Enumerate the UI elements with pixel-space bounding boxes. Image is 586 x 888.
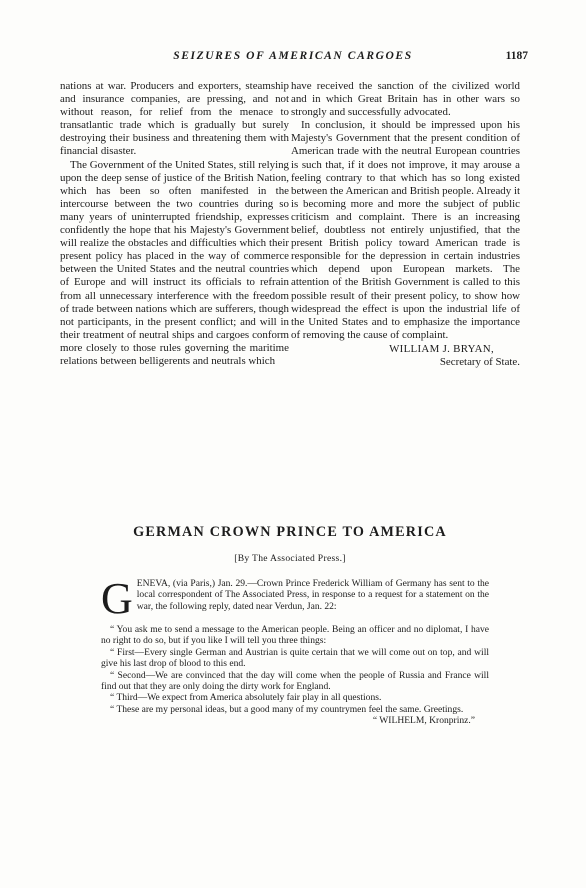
article-body (101, 574, 489, 727)
letter-columns (60, 80, 520, 370)
paragraph: The Government of the United States, still relying upon the deep sense of justice of the British Nation, which has been so often manifested in the intercourse between the two countries during so many years of uninterrupted friendship, expresses confidently the hope that his Majesty's Government will realize the obstacles and difficulties which their present policy has placed in the way of commerce between the United States and the neutral countries of Europe and will instruct its officials to refrain from all unnecessary interference with the freedom of trade between nations which are sufferers, though not participants, in the present conflict; and will in their treatment of neutral ships and cargoes conform more closely to those rules governing the maritime relations between belligerents and neutrals which (60, 158, 289, 367)
paragraph: have received the sanction of the civilized world and in which Great Britain has in other wars so strongly and successfully advocated. (291, 80, 520, 119)
signature-name: WILLIAM J. BRYAN, (389, 342, 494, 355)
paragraph: “ First—Every single German and Austrian is quite certain that we will come out on top, and will give his last drop of blood to this end. (101, 646, 489, 670)
article-title: GERMAN CROWN PRINCE TO AMERICA (133, 524, 447, 540)
signature-block (291, 343, 520, 370)
right-column (291, 80, 520, 370)
page-number: 1187 (505, 50, 528, 62)
paragraph: nations at war. Producers and exporters, steamship and insurance companies, are pressing, and not without reason, for relief from the menace to transatlantic trade which is gradually but surely destroying their business and threatening them with financial disaster. (60, 80, 289, 158)
lead-paragraph (101, 574, 489, 624)
closing-paragraph: “ These are my personal ideas, but a good many of my countrymen feel the same. Greetings. (110, 703, 464, 715)
signoff: “ WILHELM, Kronprinz.” (372, 715, 475, 727)
signoff-row (101, 715, 489, 726)
paragraph: “ You ask me to send a message to the American people. Being an officer and no diplomat, I have no right to do so, but if you like I will tell you three things: (101, 624, 489, 647)
paragraph: “ Second—We are convinced that the day will come when the people of Russia and France will find out that they are only doing the dirty work for England. (101, 669, 489, 693)
paragraph: In conclusion, it should be impressed upon his Majesty's Government that the present condition of American trade with the neutral European countries is such that, if it does not improve, it may arouse a feeling contrary to that which has so long existed between the American and British people. Already it is becoming more and more the subject of public criticism and complaint. There is an increasing belief, doubtless not entirely unjustified, that the present British policy toward American trade is responsible for the depression in certain industries which depend upon European markets. The attention of the British Government is called to this possible result of their present policy, to show how widespread the effect is upon the industrial life of the United States and to emphasize the importance of removing the cause of complaint. (291, 119, 520, 341)
article-byline: [By The Associated Press.] (234, 553, 346, 564)
page-header (58, 50, 528, 68)
running-title: SEIZURES OF AMERICAN CARGOES (173, 50, 413, 62)
dropcap-letter: G (101, 574, 133, 623)
lead-text: ENEVA, (via Paris,) Jan. 29.—Crown Prince Frederick William of Germany has sent to the local correspondent of The Associated Press, in response to a request for a statement on the war, the following reply, dated near Verdun, Jan. 22: (136, 578, 489, 612)
signature-title: Secretary of State. (439, 356, 520, 369)
paragraph: “ Third—We expect from America absolutely fair play in all questions. (110, 692, 382, 704)
left-column (60, 80, 289, 370)
